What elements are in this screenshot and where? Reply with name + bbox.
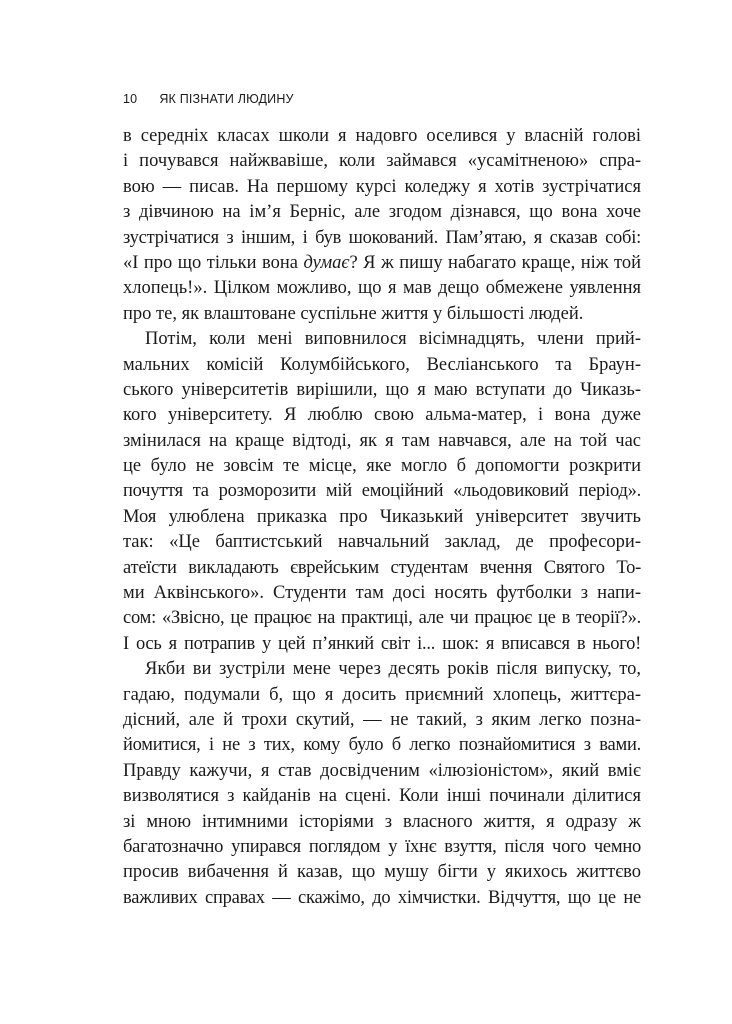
text-line: сом: «Звісно, це працює на практиці, але чи працює це в теорії?». — [123, 608, 641, 629]
page-body-text — [123, 124, 641, 911]
text-line: Якби ви зустріли мене через десять років після випуску, то, — [145, 659, 641, 680]
text-line: Потім, коли мені виповнилося вісімнадцять, члени прий- — [145, 329, 641, 350]
text-line: визволятися з кайданів на сцені. Коли інші починали ділитися — [123, 786, 641, 807]
text-line: про те, як влаштоване суспільне життя у більшості людей. — [123, 303, 584, 324]
text-line: гадаю, подумали б, що я досить приємний хлопець, життєра- — [123, 684, 641, 705]
text-line: це було не зовсім те місце, яке могло б допомогти розкрити — [123, 456, 641, 477]
text-line: так: «Це баптистський навчальний заклад, де професори- — [123, 532, 641, 553]
text-fragment: ? Я ж пишу набагато краще, ніж той — [349, 252, 641, 273]
text-line: дісний, але й трохи скутий, — не такий, з яким легко позна- — [123, 709, 641, 730]
text-line: змінилася на краще відтоді, як я там навчався, але на той час — [123, 430, 641, 451]
running-header — [123, 92, 294, 106]
page-number: 10 — [123, 92, 138, 106]
text-line: ми Аквінського». Студенти там досі носять футболки з напи- — [123, 583, 641, 604]
text-line: багатозначно упирався поглядом у їхнє взуття, після чого чемно — [123, 836, 641, 857]
text-line: почуття та розморозити мій емоційний «льодовиковий період». — [123, 481, 641, 502]
text-line: важливих справах — скажімо, до хімчистки. Відчуття, що це не — [123, 887, 641, 908]
running-title: ЯК ПІЗНАТИ ЛЮДИНУ — [159, 92, 294, 106]
text-line: зустрічатися з іншим, і був шокований. Пам’ятаю, я сказав собі: — [123, 227, 641, 248]
text-line: І ось я потрапив у цей п’янкий світ і... шок: я вписався в нього! — [123, 633, 641, 654]
text-line: мальних комісій Колумбійського, Весліанського та Браун- — [123, 354, 641, 375]
text-line-with-emphasis — [123, 251, 641, 276]
text-line: атеїсти викладають єврейським студентам вчення Святого То- — [123, 557, 641, 578]
text-line: Правду кажучи, я став досвідченим «ілюзіоністом», який вміє — [123, 760, 641, 781]
text-line: просив вибачення й казав, що мушу бігти у якихось життєво — [123, 862, 641, 883]
text-line: кого університету. Я люблю свою альма-матер, і вона дуже — [123, 405, 641, 426]
text-line: в середніх класах школи я надовго оселився у власній голові — [123, 126, 641, 146]
text-line: йомитися, і не з тих, кому було б легко познайомитися з вами. — [123, 735, 641, 756]
text-line: ського університетів вирішили, що я маю вступати до Чиказь- — [123, 379, 641, 400]
text-line: з дівчиною на ім’я Берніс, але згодом дізнався, що вона хоче — [123, 202, 641, 223]
text-line: Моя улюблена приказка про Чиказький університет звучить — [123, 506, 641, 527]
emphasized-word: думає — [303, 252, 350, 273]
text-line: і почувався найжвавіше, коли займався «усамітненою» спра- — [123, 151, 641, 172]
text-line: хлопець!». Цілком можливо, що я мав дещо обмежене уявлення — [123, 278, 641, 299]
text-fragment: «І про що тільки вона — [123, 252, 304, 273]
text-line: зі мною інтимними історіями з власного життя, я одразу ж — [123, 811, 641, 832]
text-line: вою — писав. На першому курсі коледжу я хотів зустрічатися — [123, 176, 641, 197]
